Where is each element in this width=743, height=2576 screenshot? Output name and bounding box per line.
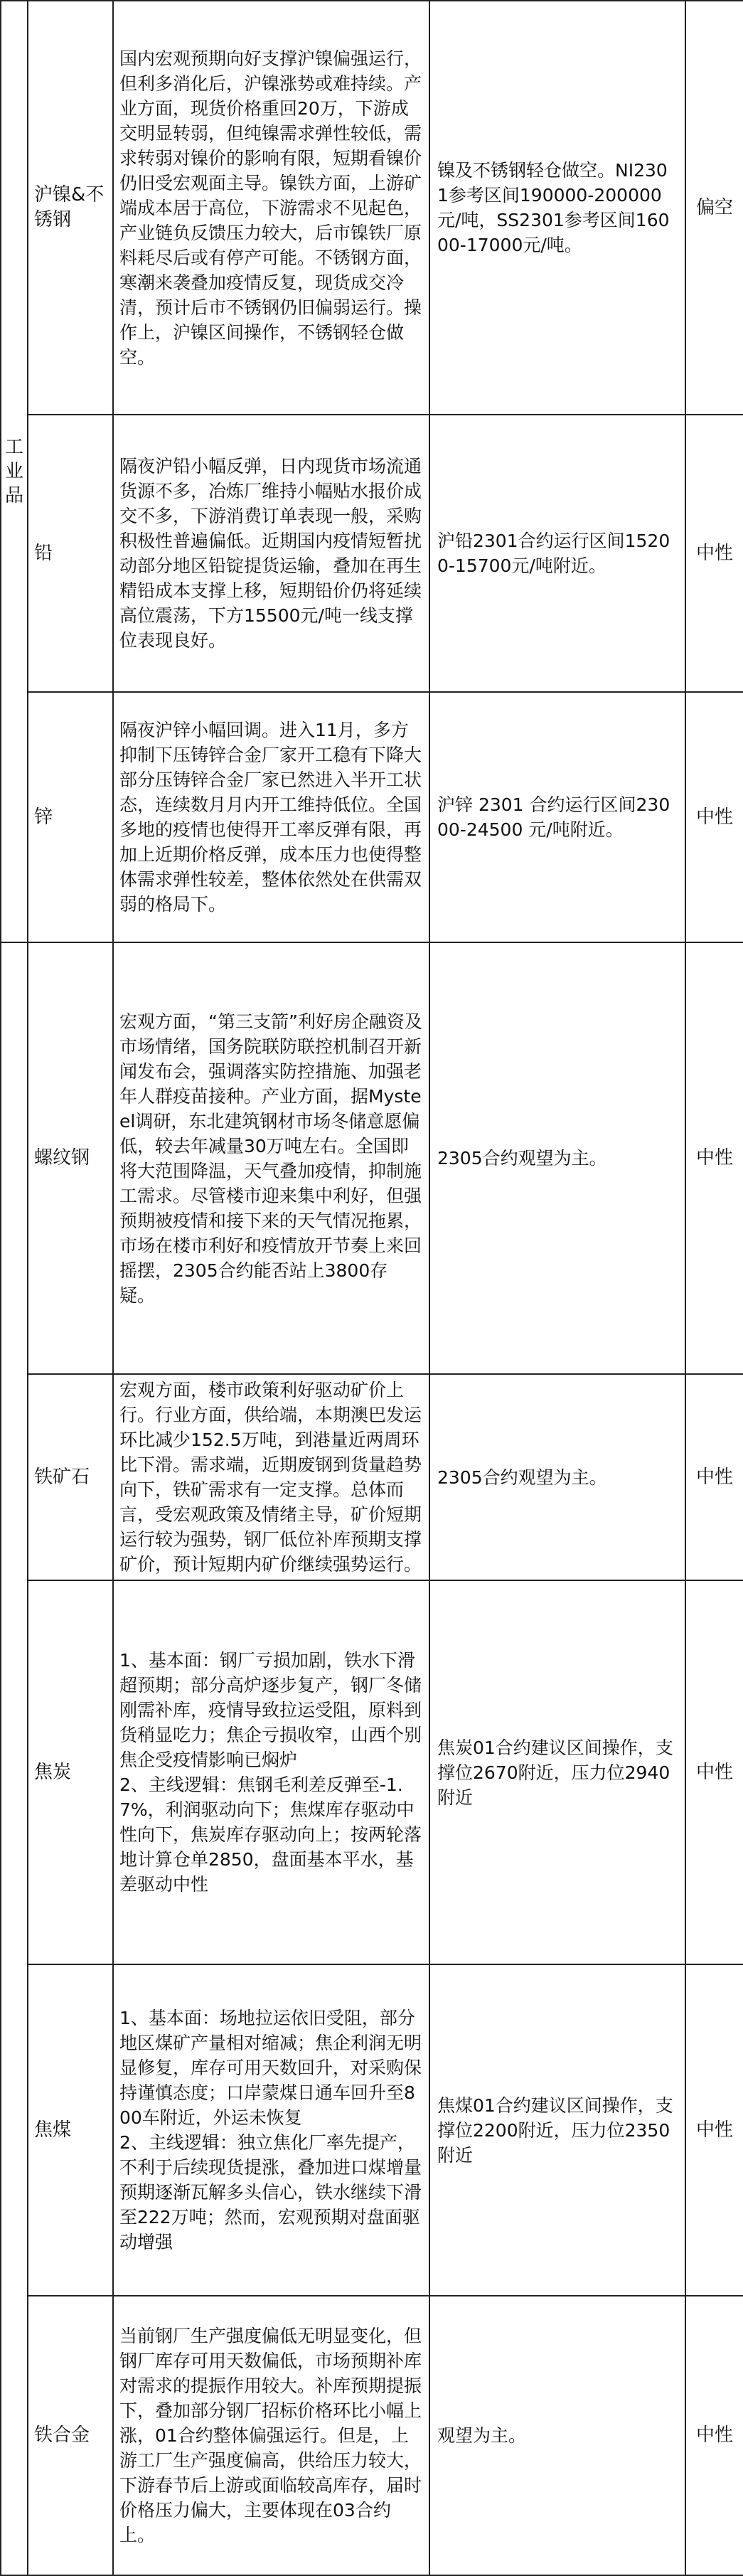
view-text: 中性 — [685, 692, 743, 942]
category-cell-empty — [1, 942, 28, 2575]
view-text: 偏空 — [685, 1, 743, 415]
commodity-name: 焦煤 — [28, 1964, 113, 2296]
table-row — [1, 1964, 743, 2296]
view-text: 中性 — [685, 1964, 743, 2296]
table-row — [1, 942, 743, 1374]
analysis-text: 当前钢厂生产强度偏低无明显变化，但钢厂库存可用天数偏低，市场预期补库对需求的提振作用较大。补库预期提振下，叠加部分钢厂招标价格环比小幅上涨，01合约整体偏强运行。但是，上游工厂生产强度偏高，供给压力较大，下游春节后上游或面临较高库存，届时价格压力偏大，主要体现在03合约上。 — [113, 2296, 429, 2575]
strategy-text: 2305合约观望为主。 — [429, 1374, 685, 1580]
table-row — [1, 415, 743, 692]
strategy-text: 沪铅2301合约运行区间15200-15700元/吨附近。 — [429, 415, 685, 692]
analysis-text: 宏观方面，楼市政策利好驱动矿价上行。行业方面，供给端，本期澳巴发运环比减少152.5万吨，到港量近两周环比下滑。需求端，近期废钢到货量趋势向下，铁矿需求有一定支撑。总体而言，受宏观政策及情绪主导，矿价短期运行较为强势，钢厂低位补库预期支撑矿价，预计短期内矿价继续强势运行。 — [113, 1374, 429, 1580]
analysis-text: 1、基本面：场地拉运依旧受阻，部分地区煤矿产量相对缩减；焦企利润无明显修复，库存可用天数回升，对采购保持谨慎态度；口岸蒙煤日通车回升至800车附近，外运未恢复 2、主线逻辑：独立焦化厂率先提产，不利于后续现货提涨，叠加进口煤增量预期逐渐瓦解多头信心，铁水继续下滑至222万吨；然而，宏观预期对盘面驱动增强 — [113, 1964, 429, 2296]
analysis-text: 宏观方面，“第三支箭”利好房企融资及市场情绪，国务院联防联控机制召开新闻发布会，强调落实防控措施、加强老年人群疫苗接种。产业方面，据Mysteel调研，东北建筑钢材市场冬储意愿偏低，较去年减量30万吨左右。全国即将大范围降温，天气叠加疫情，抑制施工需求。尽管楼市迎来集中利好，但强预期被疫情和接下来的天气情况拖累，市场在楼市利好和疫情放开节奏上来回摇摆，2305合约能否站上3800存疑。 — [113, 942, 429, 1374]
strategy-text: 镍及不锈钢轻仓做空。NI2301参考区间190000-200000元/吨，SS2301参考区间16000-17000元/吨。 — [429, 1, 685, 415]
analysis-text: 1、基本面：钢厂亏损加剧，铁水下滑超预期；部分高炉逐步复产，钢厂冬储刚需补库，疫情导致拉运受阻，原料到货稍显吃力；焦企亏损收窄，山西个别焦企受疫情影响已焖炉 2、主线逻辑：焦钢毛利差反弹至-1.7%，利润驱动向下；焦煤库存驱动中性向下，焦炭库存驱动向上；按两轮落地计算仓单2850，盘面基本平水，基差驱动中性 — [113, 1580, 429, 1964]
view-text: 中性 — [685, 2296, 743, 2575]
table-row — [1, 2296, 743, 2575]
category-cell — [1, 1, 28, 942]
strategy-text: 观望为主。 — [429, 2296, 685, 2575]
analysis-text: 隔夜沪锌小幅回调。进入11月，多方抑制下压铸锌合金厂家开工稳有下降大部分压铸锌合金厂家已然进入半开工状态，连续数月月内开工维持低位。全国多地的疫情也使得开工率反弹有限，再加上近期价格反弹，成本压力也使得整体需求弹性较差，整体依然处在供需双弱的格局下。 — [113, 692, 429, 942]
commodity-name: 铅 — [28, 415, 113, 692]
commodity-name: 螺纹钢 — [28, 942, 113, 1374]
commodity-name: 沪镍&不锈钢 — [28, 1, 113, 415]
strategy-text: 焦煤01合约建议区间操作，支撑位2200附近，压力位2350附近 — [429, 1964, 685, 2296]
strategy-text: 沪锌 2301 合约运行区间23000-24500 元/吨附近。 — [429, 692, 685, 942]
analysis-text: 隔夜沪铅小幅反弹，日内现货市场流通货源不多，冶炼厂维持小幅贴水报价成交不多，下游消费订单表现一般，采购积极性普遍偏低。近期国内疫情短暂扰动部分地区铅锭提货运输，叠加在再生精铅成本支撑上移，短期铅价仍将延续高位震荡，下方15500元/吨一线支撑位表现良好。 — [113, 415, 429, 692]
view-text: 中性 — [685, 1580, 743, 1964]
commodity-name: 铁矿石 — [28, 1374, 113, 1580]
strategy-text: 2305合约观望为主。 — [429, 942, 685, 1374]
commodity-name: 铁合金 — [28, 2296, 113, 2575]
commodity-name: 锌 — [28, 692, 113, 942]
analysis-text: 国内宏观预期向好支撑沪镍偏强运行，但利多消化后，沪镍涨势或难持续。产业方面，现货价格重回20万，下游成交明显转弱，但纯镍需求弹性较低，需求转弱对镍价的影响有限，短期看镍价仍旧受宏观面主导。镍铁方面，上游矿端成本居于高位，下游需求不见起色，产业链负反馈压力较大，后市镍铁厂原料耗尽后或有停产可能。不锈钢方面，寒潮来袭叠加疫情反复，现货成交冷清，预计后市不锈钢仍旧偏弱运行。操作上，沪镍区间操作，不锈钢轻仓做空。 — [113, 1, 429, 415]
view-text: 中性 — [685, 942, 743, 1374]
table-row — [1, 1, 743, 415]
table-row — [1, 692, 743, 942]
table-row — [1, 1374, 743, 1580]
view-text: 中性 — [685, 1374, 743, 1580]
view-text: 中性 — [685, 415, 743, 692]
strategy-text: 焦炭01合约建议区间操作，支撑位2670附近，压力位2940附近 — [429, 1580, 685, 1964]
category-label: 工业品 — [4, 436, 23, 506]
commodity-name: 焦炭 — [28, 1580, 113, 1964]
table-row — [1, 1580, 743, 1964]
